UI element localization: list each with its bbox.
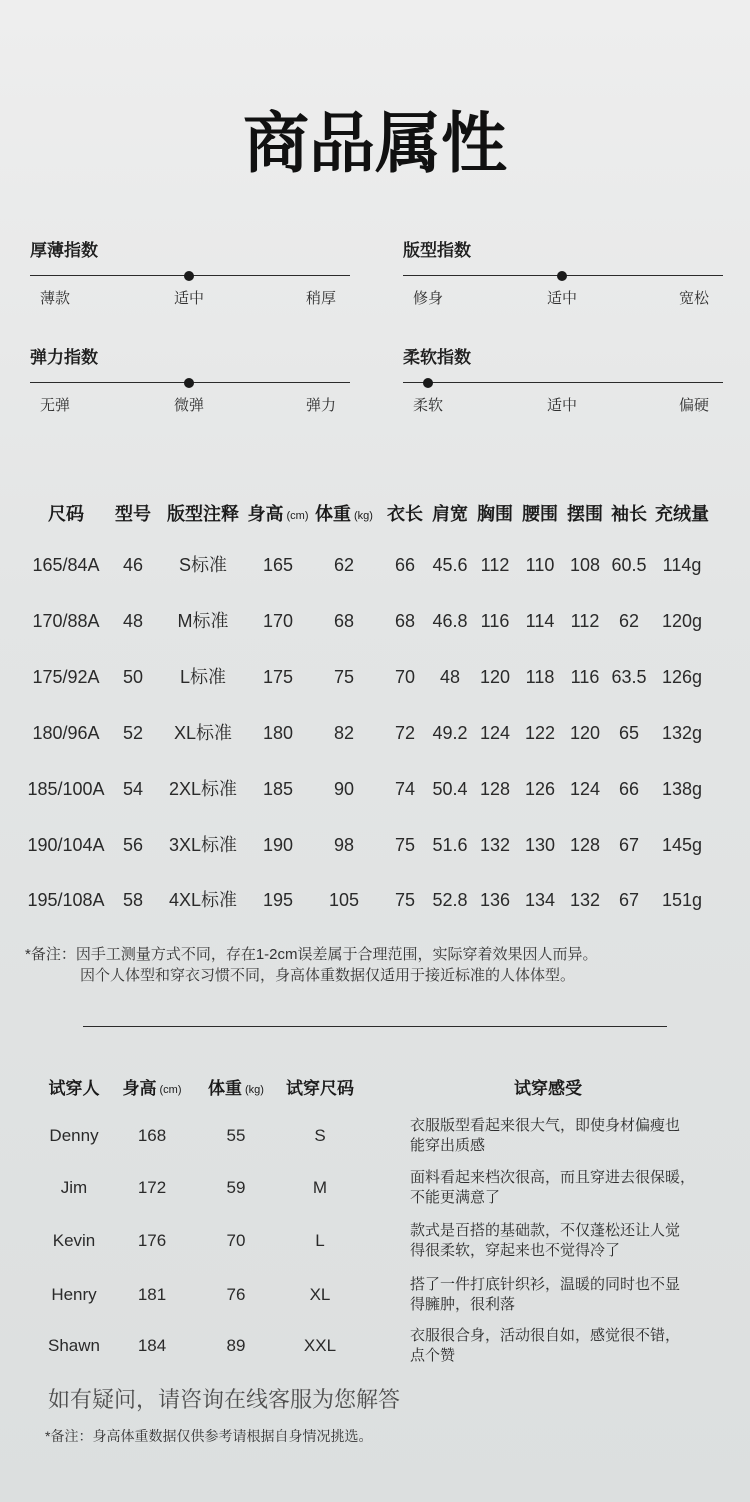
index-heading: 弹力指数 — [30, 348, 98, 367]
cell-down-fill: 114g — [662, 555, 702, 575]
header-fit-note: 版型注释 — [167, 504, 239, 524]
cell-tester-weight: 76 — [226, 1285, 246, 1304]
measurement-note: 因个人体型和穿衣习惯不同，身高体重数据仅适用于接近标准的人体体型。 — [80, 967, 576, 984]
cell-hem: 132 — [569, 890, 601, 910]
cell-shoulder: 48 — [439, 667, 461, 687]
index-option: 适中 — [173, 290, 204, 307]
index-scale-line — [403, 382, 723, 383]
cell-size-code: 175/92A — [32, 667, 100, 687]
cell-tester-height: 184 — [137, 1336, 167, 1355]
header-height-label: 身高 — [122, 1079, 157, 1098]
index-heading: 版型指数 — [403, 241, 471, 260]
section-divider — [83, 1026, 667, 1027]
cell-tester-name: Jim — [60, 1178, 88, 1197]
feedback-line: 搭了一件打底针织衫，温暖的同时也不显 — [410, 1276, 681, 1293]
cell-length: 72 — [394, 723, 416, 743]
cell-length: 68 — [394, 611, 416, 631]
cell-waist: 122 — [524, 723, 556, 743]
cell-down-fill: 145g — [661, 835, 703, 855]
index-option: 宽松 — [678, 290, 709, 307]
header-tester: 试穿人 — [48, 1079, 100, 1098]
index-option: 无弹 — [39, 397, 70, 414]
size-table-row — [0, 552, 750, 578]
cell-waist: 126 — [524, 779, 556, 799]
index-option: 弹力 — [305, 397, 336, 414]
cell-tester-name: Kevin — [52, 1231, 96, 1250]
cell-chest: 124 — [479, 723, 511, 743]
cell-height: 175 — [262, 667, 294, 687]
index-option: 适中 — [546, 397, 577, 414]
cell-down-fill: 151g — [661, 890, 703, 910]
cell-hem: 128 — [569, 835, 601, 855]
cell-hem: 112 — [570, 611, 600, 631]
header-model-number: 型号 — [115, 504, 151, 524]
cell-fit-note: L标准 — [179, 667, 226, 687]
cell-model-number: 56 — [122, 835, 144, 855]
cell-tester-name: Shawn — [48, 1336, 100, 1355]
header-weight-unit: (kg) — [354, 510, 373, 522]
feedback-line: 能穿出质感 — [410, 1137, 486, 1154]
header-tryon-size: 试穿尺码 — [286, 1079, 354, 1098]
cell-chest: 112 — [480, 555, 510, 575]
cell-waist: 134 — [524, 890, 556, 910]
size-table-row — [0, 776, 750, 802]
header-tryon-feedback: 试穿感受 — [514, 1079, 582, 1098]
feedback-line: 得很柔软，穿起来也不觉得冷了 — [410, 1242, 621, 1259]
cell-length: 74 — [394, 779, 416, 799]
cell-height: 180 — [262, 723, 294, 743]
feedback-line: 得臃肿，很利落 — [410, 1296, 516, 1313]
cell-model-number: 48 — [122, 611, 144, 631]
cell-shoulder: 51.6 — [432, 835, 468, 855]
header-down-fill: 充绒量 — [655, 504, 709, 524]
header-height-unit: (cm) — [159, 1084, 182, 1096]
softness-index — [403, 345, 723, 420]
cell-height: 185 — [262, 779, 294, 799]
cell-tester-size: XL — [309, 1285, 331, 1304]
cell-length: 70 — [394, 667, 416, 687]
feedback-line: 点个赞 — [410, 1347, 456, 1364]
measurement-note: *备注：因手工测量方式不同，存在1-2cm误差属于合理范围，实际穿着效果因人而异。 — [25, 946, 598, 963]
cell-length: 75 — [394, 890, 416, 910]
header-weight-label: 体重 — [315, 504, 352, 524]
feedback-line: 不能更满意了 — [410, 1189, 501, 1206]
cell-weight: 75 — [333, 667, 355, 687]
cell-size-code: 180/96A — [32, 723, 100, 743]
cell-tester-weight: 55 — [226, 1126, 246, 1145]
index-marker-dot — [557, 271, 567, 281]
tryon-table-row — [0, 1326, 750, 1366]
cell-chest: 136 — [479, 890, 511, 910]
size-table-row — [0, 720, 750, 746]
cell-length: 66 — [394, 555, 416, 575]
cell-model-number: 46 — [122, 555, 144, 575]
index-option: 柔软 — [412, 397, 443, 414]
cell-down-fill: 126g — [661, 667, 703, 687]
cell-tester-size: S — [314, 1126, 326, 1145]
index-option: 薄款 — [39, 290, 70, 307]
header-tester-height — [116, 1076, 188, 1102]
cell-tester-height: 181 — [137, 1285, 167, 1304]
cell-chest: 128 — [479, 779, 511, 799]
cell-fit-note: 2XL标准 — [168, 779, 238, 799]
cell-sleeve: 66 — [618, 779, 640, 799]
cell-tester-feedback — [410, 1221, 710, 1261]
index-option: 修身 — [412, 290, 443, 307]
index-option: 微弹 — [173, 397, 204, 414]
cell-weight: 68 — [333, 611, 355, 631]
size-table-header — [0, 501, 750, 527]
header-tester-weight — [200, 1076, 272, 1102]
size-table-row — [0, 608, 750, 634]
index-option: 适中 — [546, 290, 577, 307]
cell-model-number: 52 — [122, 723, 144, 743]
cell-tester-weight: 59 — [226, 1178, 246, 1197]
tryon-table-row — [0, 1221, 750, 1261]
cell-fit-note: XL标准 — [173, 723, 233, 743]
feedback-line: 衣服很合身，活动很自如，感觉很不错， — [410, 1327, 681, 1344]
tryon-table-row — [0, 1168, 750, 1208]
cell-tester-weight: 70 — [226, 1231, 246, 1250]
cell-waist: 130 — [524, 835, 556, 855]
cell-shoulder: 50.4 — [432, 779, 468, 799]
cell-chest: 120 — [479, 667, 511, 687]
index-heading: 厚薄指数 — [30, 241, 98, 260]
header-sleeve: 袖长 — [611, 504, 647, 524]
header-shoulder: 肩宽 — [432, 504, 468, 524]
size-table-row — [0, 887, 750, 913]
cell-tester-size: L — [315, 1231, 325, 1250]
cell-chest: 116 — [480, 611, 510, 631]
cell-size-code: 185/100A — [27, 779, 105, 799]
cell-height: 170 — [262, 611, 294, 631]
index-heading: 柔软指数 — [403, 348, 471, 367]
cell-size-code: 165/84A — [32, 555, 100, 575]
cell-sleeve: 63.5 — [611, 667, 647, 687]
cell-hem: 116 — [570, 667, 600, 687]
cell-tester-name: Denny — [49, 1126, 99, 1145]
cell-tester-height: 172 — [137, 1178, 167, 1197]
cell-model-number: 58 — [122, 890, 144, 910]
cell-tester-feedback — [410, 1326, 710, 1366]
cell-sleeve: 60.5 — [611, 555, 647, 575]
cell-height: 190 — [262, 835, 294, 855]
cell-tester-height: 168 — [137, 1126, 167, 1145]
cell-model-number: 54 — [122, 779, 144, 799]
cell-shoulder: 52.8 — [432, 890, 468, 910]
cell-waist: 110 — [525, 555, 555, 575]
index-marker-dot — [184, 271, 194, 281]
feedback-line: 款式是百搭的基础款，不仅蓬松还让人觉 — [410, 1222, 681, 1239]
cell-tester-feedback — [410, 1168, 710, 1208]
header-waist: 腰围 — [522, 504, 558, 524]
cell-weight: 90 — [333, 779, 355, 799]
tryon-table-row — [0, 1116, 750, 1156]
cell-fit-note: M标准 — [177, 611, 229, 631]
cell-sleeve: 62 — [618, 611, 640, 631]
cell-sleeve: 67 — [618, 835, 640, 855]
thickness-index — [30, 238, 350, 313]
size-table-row — [0, 664, 750, 690]
cell-weight: 105 — [328, 890, 360, 910]
header-weight-unit: (kg) — [245, 1084, 264, 1096]
cell-hem: 120 — [569, 723, 601, 743]
cell-weight: 82 — [333, 723, 355, 743]
cell-size-code: 195/108A — [27, 890, 105, 910]
cell-weight: 98 — [333, 835, 355, 855]
cell-tester-size: M — [312, 1178, 328, 1197]
feedback-line: 面料看起来档次很高，而且穿进去很保暖， — [410, 1169, 696, 1186]
cell-waist: 114 — [525, 611, 555, 631]
page-title: 商品属性 — [243, 106, 507, 180]
contact-service-text: 如有疑问，请咨询在线客服为您解答 — [48, 1387, 401, 1412]
index-option: 偏硬 — [678, 397, 709, 414]
cell-fit-note: S标准 — [178, 555, 227, 575]
cell-shoulder: 49.2 — [432, 723, 468, 743]
header-height-unit: (cm) — [286, 510, 309, 522]
cell-tester-height: 176 — [137, 1231, 167, 1250]
header-weight — [310, 501, 378, 527]
header-size-code: 尺码 — [48, 504, 84, 524]
header-length: 衣长 — [387, 504, 423, 524]
feedback-line: 衣服版型看起来很大气，即使身材偏瘦也 — [410, 1117, 681, 1134]
cell-tester-name: Henry — [51, 1285, 97, 1304]
index-option: 稍厚 — [305, 290, 336, 307]
cell-tester-feedback — [410, 1116, 710, 1156]
cell-sleeve: 67 — [618, 890, 640, 910]
cell-down-fill: 120g — [661, 611, 703, 631]
cell-height: 195 — [262, 890, 294, 910]
cell-model-number: 50 — [122, 667, 144, 687]
cell-shoulder: 45.6 — [432, 555, 468, 575]
cell-tester-size: XXL — [303, 1336, 337, 1355]
fit-index — [403, 238, 723, 313]
cell-hem: 124 — [569, 779, 601, 799]
elasticity-index — [30, 345, 350, 420]
cell-tester-weight: 89 — [226, 1336, 246, 1355]
tryon-table-row — [0, 1275, 750, 1315]
header-height-label: 身高 — [247, 504, 284, 524]
cell-hem: 108 — [569, 555, 601, 575]
cell-down-fill: 132g — [661, 723, 703, 743]
cell-sleeve: 65 — [618, 723, 640, 743]
cell-tester-feedback — [410, 1275, 710, 1315]
cell-fit-note: 3XL标准 — [168, 835, 238, 855]
cell-height: 165 — [262, 555, 294, 575]
cell-weight: 62 — [333, 555, 355, 575]
footer-note: *备注：身高体重数据仅供参考请根据自身情况挑选。 — [45, 1428, 373, 1444]
header-chest: 胸围 — [477, 504, 513, 524]
header-hem: 摆围 — [567, 504, 603, 524]
cell-size-code: 170/88A — [32, 611, 100, 631]
header-weight-label: 体重 — [208, 1079, 243, 1098]
cell-waist: 118 — [525, 667, 555, 687]
cell-shoulder: 46.8 — [432, 611, 468, 631]
tryon-table-header — [0, 1076, 750, 1102]
cell-down-fill: 138g — [661, 779, 703, 799]
index-marker-dot — [184, 378, 194, 388]
header-height — [243, 501, 313, 527]
cell-chest: 132 — [479, 835, 511, 855]
cell-fit-note: 4XL标准 — [168, 890, 238, 910]
cell-length: 75 — [394, 835, 416, 855]
index-marker-dot — [423, 378, 433, 388]
cell-size-code: 190/104A — [27, 835, 105, 855]
size-table-row — [0, 832, 750, 858]
